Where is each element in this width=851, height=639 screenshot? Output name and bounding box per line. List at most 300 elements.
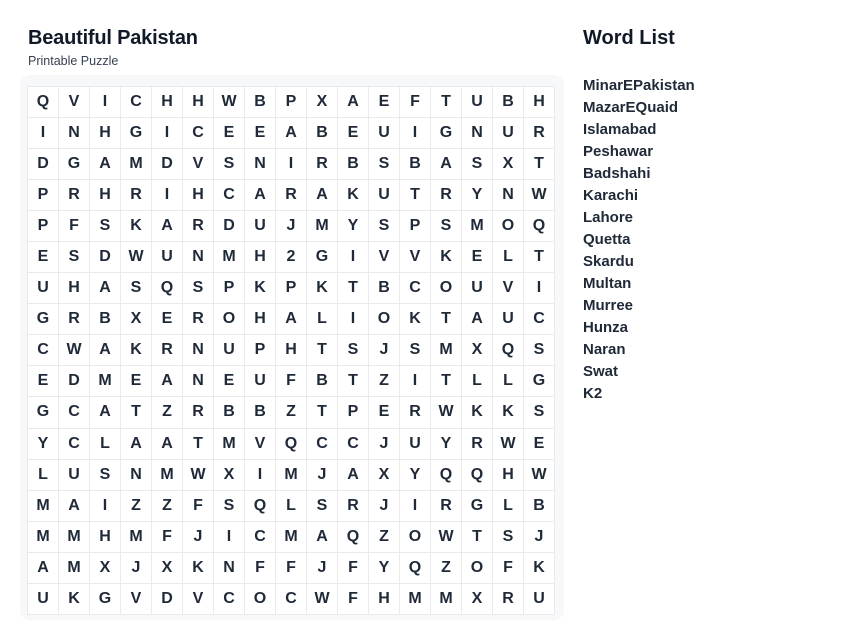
grid-cell[interactable]: E <box>524 429 555 460</box>
word-list-item: MinarEPakistan <box>583 77 695 94</box>
grid-cell[interactable]: U <box>245 366 276 397</box>
grid-cell[interactable]: U <box>59 460 90 491</box>
grid-cell[interactable]: E <box>369 87 400 118</box>
grid-cell[interactable]: I <box>214 522 245 553</box>
grid-cell[interactable]: I <box>245 460 276 491</box>
grid-cell[interactable]: C <box>214 584 245 615</box>
grid-cell[interactable]: P <box>338 397 369 428</box>
grid-cell[interactable]: Q <box>400 553 431 584</box>
grid-cell[interactable]: F <box>400 87 431 118</box>
grid-cell[interactable]: B <box>307 118 338 149</box>
grid-cell[interactable]: U <box>28 584 59 615</box>
grid-cell[interactable]: M <box>431 584 462 615</box>
grid-cell[interactable]: S <box>59 242 90 273</box>
grid-cell[interactable]: E <box>462 242 493 273</box>
grid-cell[interactable]: V <box>183 584 214 615</box>
grid-cell[interactable]: M <box>214 429 245 460</box>
grid-cell[interactable]: S <box>121 273 152 304</box>
grid-cell[interactable]: M <box>276 460 307 491</box>
grid-cell[interactable]: M <box>59 522 90 553</box>
grid-cell[interactable]: F <box>276 366 307 397</box>
grid-cell[interactable]: S <box>493 522 524 553</box>
grid-cell[interactable]: O <box>369 304 400 335</box>
grid-cell[interactable]: E <box>338 118 369 149</box>
grid-cell[interactable]: I <box>90 491 121 522</box>
grid-cell[interactable]: P <box>276 273 307 304</box>
grid-cell[interactable]: E <box>28 242 59 273</box>
grid-cell[interactable]: S <box>307 491 338 522</box>
grid-cell[interactable]: V <box>493 273 524 304</box>
grid-cell[interactable]: Y <box>338 211 369 242</box>
grid-cell[interactable]: M <box>152 460 183 491</box>
grid-cell[interactable]: J <box>369 429 400 460</box>
grid-cell[interactable]: J <box>183 522 214 553</box>
grid-cell[interactable]: Y <box>431 429 462 460</box>
grid-cell[interactable]: A <box>59 491 90 522</box>
grid-cell[interactable]: 2 <box>276 242 307 273</box>
grid-cell[interactable]: H <box>59 273 90 304</box>
grid-cell[interactable]: B <box>245 87 276 118</box>
grid-cell[interactable]: N <box>462 118 493 149</box>
grid-cell[interactable]: A <box>462 304 493 335</box>
grid-cell[interactable]: N <box>214 553 245 584</box>
grid-cell[interactable]: R <box>431 180 462 211</box>
grid-cell[interactable]: W <box>431 397 462 428</box>
grid-cell[interactable]: W <box>307 584 338 615</box>
grid-cell[interactable]: W <box>59 335 90 366</box>
grid-cell[interactable]: P <box>245 335 276 366</box>
grid-cell[interactable]: V <box>183 149 214 180</box>
grid-cell[interactable]: Z <box>369 522 400 553</box>
grid-cell[interactable]: A <box>245 180 276 211</box>
grid-cell[interactable]: E <box>28 366 59 397</box>
grid-cell[interactable]: N <box>245 149 276 180</box>
word-list-title: Word List <box>583 27 675 49</box>
grid-cell[interactable]: H <box>152 87 183 118</box>
grid-cell[interactable]: H <box>183 180 214 211</box>
grid-cell[interactable]: R <box>121 180 152 211</box>
word-list-item: Swat <box>583 363 619 380</box>
grid-cell[interactable]: C <box>214 180 245 211</box>
grid-cell[interactable]: O <box>493 211 524 242</box>
grid-cell[interactable]: G <box>90 584 121 615</box>
grid-cell[interactable]: H <box>90 522 121 553</box>
grid-cell[interactable]: Q <box>245 491 276 522</box>
grid-cell[interactable]: F <box>276 553 307 584</box>
grid-cell[interactable]: K <box>524 553 555 584</box>
grid-cell[interactable]: M <box>28 491 59 522</box>
grid-cell[interactable]: B <box>245 397 276 428</box>
grid-cell[interactable]: Q <box>524 211 555 242</box>
grid-cell[interactable]: K <box>59 584 90 615</box>
grid-cell[interactable]: C <box>245 522 276 553</box>
puzzle-title: Beautiful Pakistan <box>28 27 198 49</box>
grid-cell[interactable]: A <box>431 149 462 180</box>
grid-cell[interactable]: W <box>493 429 524 460</box>
grid-cell[interactable]: U <box>493 118 524 149</box>
grid-cell[interactable]: R <box>276 180 307 211</box>
grid-cell[interactable]: J <box>276 211 307 242</box>
grid-cell[interactable]: G <box>462 491 493 522</box>
grid-cell[interactable]: S <box>214 149 245 180</box>
grid-cell[interactable]: G <box>121 118 152 149</box>
grid-cell[interactable]: E <box>369 397 400 428</box>
grid-cell[interactable]: U <box>369 180 400 211</box>
grid-cell[interactable]: S <box>369 211 400 242</box>
word-list <box>583 75 695 405</box>
grid-cell[interactable]: R <box>307 149 338 180</box>
grid-cell[interactable]: Z <box>431 553 462 584</box>
grid-cell[interactable]: X <box>307 87 338 118</box>
grid-cell[interactable]: M <box>121 149 152 180</box>
grid-cell[interactable]: O <box>400 522 431 553</box>
grid-cell[interactable]: M <box>307 211 338 242</box>
grid-cell[interactable]: V <box>121 584 152 615</box>
grid-cell[interactable]: L <box>493 491 524 522</box>
grid-cell[interactable]: P <box>28 180 59 211</box>
grid-cell[interactable]: C <box>121 87 152 118</box>
grid-cell[interactable]: M <box>462 211 493 242</box>
grid-cell[interactable]: G <box>28 304 59 335</box>
grid-cell[interactable]: R <box>493 584 524 615</box>
grid-cell[interactable]: D <box>90 242 121 273</box>
grid-cell[interactable]: F <box>338 553 369 584</box>
grid-cell[interactable]: K <box>307 273 338 304</box>
grid-cell[interactable]: W <box>524 460 555 491</box>
grid-cell[interactable]: W <box>121 242 152 273</box>
grid-cell[interactable]: H <box>524 87 555 118</box>
grid-cell[interactable]: E <box>152 304 183 335</box>
grid-cell[interactable]: A <box>28 553 59 584</box>
grid-cell[interactable]: D <box>152 149 183 180</box>
grid-cell[interactable]: N <box>183 366 214 397</box>
grid-cell[interactable]: W <box>524 180 555 211</box>
grid-cell[interactable]: A <box>338 87 369 118</box>
grid-cell[interactable]: W <box>183 460 214 491</box>
grid-cell[interactable]: R <box>183 211 214 242</box>
grid-cell[interactable]: D <box>152 584 183 615</box>
grid-cell[interactable]: N <box>121 460 152 491</box>
grid-cell[interactable]: M <box>276 522 307 553</box>
grid-cell[interactable]: L <box>462 366 493 397</box>
grid-cell[interactable]: U <box>400 429 431 460</box>
grid-cell[interactable]: Z <box>369 366 400 397</box>
grid-cell[interactable]: M <box>121 522 152 553</box>
grid-cell[interactable]: F <box>493 553 524 584</box>
grid-cell[interactable]: E <box>214 366 245 397</box>
grid-cell[interactable]: S <box>90 460 121 491</box>
grid-cell[interactable]: K <box>493 397 524 428</box>
grid-cell[interactable]: T <box>183 429 214 460</box>
grid-cell[interactable]: W <box>431 522 462 553</box>
grid-cell[interactable]: M <box>28 522 59 553</box>
grid-cell[interactable]: C <box>276 584 307 615</box>
grid-cell[interactable]: F <box>183 491 214 522</box>
grid-cell[interactable]: A <box>276 118 307 149</box>
grid-cell[interactable]: I <box>276 149 307 180</box>
grid-cell[interactable]: Y <box>462 180 493 211</box>
grid-cell[interactable]: N <box>183 242 214 273</box>
grid-cell[interactable]: T <box>524 149 555 180</box>
grid-cell[interactable]: J <box>307 460 338 491</box>
grid-cell[interactable]: D <box>214 211 245 242</box>
grid-cell[interactable]: I <box>524 273 555 304</box>
grid-cell[interactable]: H <box>493 460 524 491</box>
grid-cell[interactable]: N <box>183 335 214 366</box>
grid-cell[interactable]: S <box>524 397 555 428</box>
grid-cell[interactable]: C <box>400 273 431 304</box>
grid-cell[interactable]: C <box>183 118 214 149</box>
grid-cell[interactable]: S <box>338 335 369 366</box>
word-list-item: MazarEQuaid <box>583 99 679 116</box>
word-list-item: Islamabad <box>583 121 657 138</box>
grid-cell[interactable]: X <box>121 304 152 335</box>
grid-cell[interactable]: F <box>59 211 90 242</box>
grid-cell[interactable]: T <box>400 180 431 211</box>
grid-cell[interactable]: U <box>462 87 493 118</box>
grid-cell[interactable]: L <box>493 242 524 273</box>
grid-cell[interactable]: T <box>307 397 338 428</box>
grid-cell[interactable]: S <box>214 491 245 522</box>
grid-cell[interactable]: K <box>245 273 276 304</box>
grid-cell[interactable]: K <box>183 553 214 584</box>
grid-cell[interactable]: Q <box>462 460 493 491</box>
grid-cell[interactable]: J <box>121 553 152 584</box>
grid-cell[interactable]: Q <box>493 335 524 366</box>
grid-cell[interactable]: S <box>462 149 493 180</box>
grid-cell[interactable]: R <box>152 335 183 366</box>
grid-cell[interactable]: M <box>214 242 245 273</box>
grid-cell[interactable]: I <box>90 87 121 118</box>
grid-cell[interactable]: C <box>59 397 90 428</box>
grid-cell[interactable]: G <box>59 149 90 180</box>
grid-cell[interactable]: V <box>400 242 431 273</box>
grid-cell[interactable]: I <box>400 366 431 397</box>
grid-cell[interactable]: O <box>245 584 276 615</box>
grid-cell[interactable]: B <box>524 491 555 522</box>
grid-cell[interactable]: Z <box>276 397 307 428</box>
grid-cell[interactable]: R <box>431 491 462 522</box>
grid-cell[interactable]: K <box>338 180 369 211</box>
grid-cell[interactable]: X <box>214 460 245 491</box>
grid-cell[interactable]: X <box>462 584 493 615</box>
grid-cell[interactable]: S <box>90 211 121 242</box>
grid-cell[interactable]: I <box>152 118 183 149</box>
grid-cell[interactable]: U <box>214 335 245 366</box>
grid-cell[interactable]: C <box>307 429 338 460</box>
word-list-item: Naran <box>583 341 626 358</box>
grid-cell[interactable]: X <box>152 553 183 584</box>
grid-cell[interactable]: W <box>214 87 245 118</box>
grid-cell[interactable]: I <box>152 180 183 211</box>
grid-cell[interactable]: P <box>214 273 245 304</box>
grid-cell[interactable]: B <box>338 149 369 180</box>
grid-cell[interactable]: M <box>59 553 90 584</box>
grid-cell[interactable]: J <box>369 491 400 522</box>
grid-cell[interactable]: K <box>431 242 462 273</box>
grid-cell[interactable]: M <box>431 335 462 366</box>
grid-cell[interactable]: J <box>524 522 555 553</box>
grid-cell[interactable]: T <box>524 242 555 273</box>
grid-cell[interactable]: X <box>90 553 121 584</box>
grid-cell[interactable]: S <box>431 211 462 242</box>
grid-cell[interactable]: P <box>28 211 59 242</box>
grid-cell[interactable]: E <box>214 118 245 149</box>
grid-cell[interactable]: S <box>369 149 400 180</box>
grid-cell[interactable]: I <box>338 242 369 273</box>
grid-cell[interactable]: N <box>493 180 524 211</box>
grid-cell[interactable]: H <box>245 242 276 273</box>
grid-cell[interactable]: H <box>276 335 307 366</box>
grid-cell[interactable]: J <box>369 335 400 366</box>
grid-cell[interactable]: K <box>121 335 152 366</box>
grid-cell[interactable]: A <box>90 149 121 180</box>
grid-cell[interactable]: R <box>400 397 431 428</box>
grid-cell[interactable]: U <box>28 273 59 304</box>
grid-cell[interactable]: T <box>431 87 462 118</box>
grid-cell[interactable]: T <box>338 366 369 397</box>
grid-cell[interactable]: A <box>338 460 369 491</box>
grid-cell[interactable]: J <box>307 553 338 584</box>
grid-cell[interactable]: R <box>183 304 214 335</box>
grid-cell[interactable]: B <box>369 273 400 304</box>
grid-cell[interactable]: S <box>183 273 214 304</box>
grid-cell[interactable]: P <box>400 211 431 242</box>
grid-cell[interactable]: H <box>90 180 121 211</box>
grid-cell[interactable]: T <box>431 304 462 335</box>
grid-cell[interactable]: L <box>493 366 524 397</box>
grid-cell[interactable]: L <box>307 304 338 335</box>
grid-cell[interactable]: G <box>524 366 555 397</box>
grid-cell[interactable]: X <box>369 460 400 491</box>
grid-cell[interactable]: C <box>28 335 59 366</box>
grid-cell[interactable]: H <box>245 304 276 335</box>
grid-cell[interactable]: Q <box>338 522 369 553</box>
word-list-item: Hunza <box>583 319 628 336</box>
grid-cell[interactable]: T <box>121 397 152 428</box>
grid-cell[interactable]: H <box>369 584 400 615</box>
grid-cell[interactable]: A <box>90 397 121 428</box>
word-list-item: Peshawar <box>583 143 654 160</box>
grid-cell[interactable]: F <box>338 584 369 615</box>
grid-cell[interactable]: V <box>369 242 400 273</box>
grid-cell[interactable]: G <box>307 242 338 273</box>
grid-cell[interactable]: S <box>400 335 431 366</box>
grid-cell[interactable]: L <box>276 491 307 522</box>
grid-cell[interactable]: A <box>307 522 338 553</box>
grid-cell[interactable]: X <box>462 335 493 366</box>
grid-cell[interactable]: A <box>152 366 183 397</box>
grid-cell[interactable]: Q <box>276 429 307 460</box>
grid-cell[interactable]: A <box>152 429 183 460</box>
grid-cell[interactable]: Y <box>28 429 59 460</box>
grid-cell[interactable]: H <box>183 87 214 118</box>
grid-cell[interactable]: Q <box>431 460 462 491</box>
grid-cell[interactable]: K <box>400 304 431 335</box>
grid-cell[interactable]: L <box>28 460 59 491</box>
grid-cell[interactable]: B <box>307 366 338 397</box>
grid-cell[interactable]: H <box>90 118 121 149</box>
grid-cell[interactable]: B <box>400 149 431 180</box>
grid-cell[interactable]: F <box>245 553 276 584</box>
grid-cell[interactable]: N <box>59 118 90 149</box>
grid-cell[interactable]: A <box>121 429 152 460</box>
grid-cell[interactable]: K <box>121 211 152 242</box>
grid-cell[interactable]: S <box>524 335 555 366</box>
grid-cell[interactable]: Q <box>152 273 183 304</box>
grid-cell[interactable]: B <box>214 397 245 428</box>
grid-cell[interactable]: O <box>462 553 493 584</box>
grid-cell[interactable]: G <box>431 118 462 149</box>
grid-cell[interactable]: Z <box>121 491 152 522</box>
grid-cell[interactable]: I <box>338 304 369 335</box>
grid-cell[interactable]: V <box>245 429 276 460</box>
grid-cell[interactable]: M <box>400 584 431 615</box>
grid-cell[interactable]: U <box>152 242 183 273</box>
grid-cell[interactable]: U <box>524 584 555 615</box>
grid-cell[interactable]: T <box>462 522 493 553</box>
grid-cell[interactable]: R <box>59 180 90 211</box>
grid-cell[interactable]: D <box>59 366 90 397</box>
grid-cell[interactable]: O <box>214 304 245 335</box>
grid-cell[interactable]: C <box>59 429 90 460</box>
grid-cell[interactable]: I <box>400 491 431 522</box>
grid-cell[interactable]: X <box>493 149 524 180</box>
grid-cell[interactable]: U <box>462 273 493 304</box>
grid-cell[interactable]: C <box>338 429 369 460</box>
grid-cell[interactable]: R <box>183 397 214 428</box>
grid-cell[interactable]: Z <box>152 397 183 428</box>
grid-cell[interactable]: U <box>369 118 400 149</box>
grid-cell[interactable]: B <box>90 304 121 335</box>
grid-cell[interactable]: Z <box>152 491 183 522</box>
grid-cell[interactable]: I <box>28 118 59 149</box>
grid-cell[interactable]: P <box>276 87 307 118</box>
grid-cell[interactable]: L <box>90 429 121 460</box>
grid-cell[interactable]: A <box>90 273 121 304</box>
grid-cell[interactable]: R <box>59 304 90 335</box>
grid-cell[interactable]: R <box>524 118 555 149</box>
grid-cell[interactable]: G <box>28 397 59 428</box>
grid-cell[interactable]: A <box>152 211 183 242</box>
grid-cell[interactable]: C <box>524 304 555 335</box>
grid-cell[interactable]: B <box>493 87 524 118</box>
grid-cell[interactable]: D <box>28 149 59 180</box>
grid-cell[interactable]: A <box>90 335 121 366</box>
grid-cell[interactable]: T <box>338 273 369 304</box>
grid-cell[interactable]: E <box>245 118 276 149</box>
grid-cell[interactable]: Y <box>400 460 431 491</box>
grid-cell[interactable]: A <box>276 304 307 335</box>
puzzle-subtitle: Printable Puzzle <box>28 54 119 68</box>
grid-cell[interactable]: U <box>245 211 276 242</box>
grid-cell[interactable]: M <box>90 366 121 397</box>
grid-cell[interactable]: Q <box>28 87 59 118</box>
grid-cell[interactable]: F <box>152 522 183 553</box>
grid-cell[interactable]: V <box>59 87 90 118</box>
grid-cell[interactable]: K <box>462 397 493 428</box>
grid-cell[interactable]: I <box>400 118 431 149</box>
grid-cell[interactable]: T <box>307 335 338 366</box>
grid-cell[interactable]: R <box>338 491 369 522</box>
grid-cell[interactable]: R <box>462 429 493 460</box>
grid-cell[interactable]: A <box>307 180 338 211</box>
grid-cell[interactable]: E <box>121 366 152 397</box>
grid-cell[interactable]: Y <box>369 553 400 584</box>
grid-cell[interactable]: O <box>431 273 462 304</box>
grid-cell[interactable]: U <box>493 304 524 335</box>
grid-cell[interactable]: T <box>431 366 462 397</box>
